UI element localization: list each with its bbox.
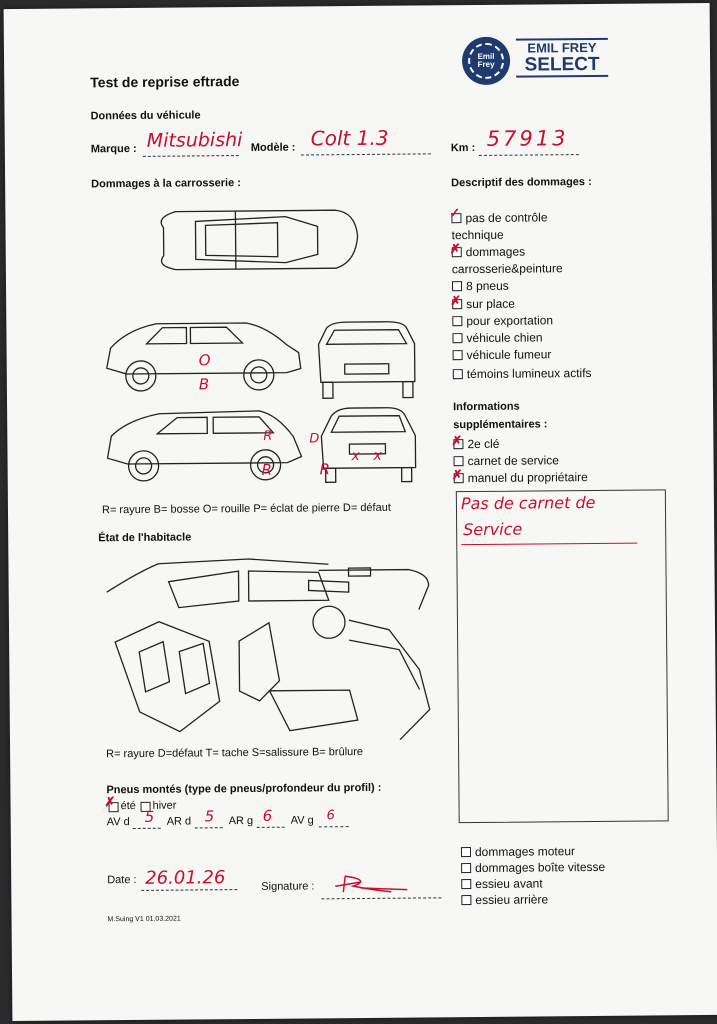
signature-label: Signature :	[261, 880, 315, 893]
notes-text-line1: Pas de carnet de	[460, 492, 596, 514]
cross-mark-icon: ✗	[104, 794, 116, 810]
make-value: Mitsubishi	[146, 129, 243, 152]
damage-mark: R	[263, 428, 273, 444]
damage-mark: D	[309, 431, 320, 447]
model-value: Colt 1.3	[310, 125, 389, 151]
damage-mark: x	[351, 448, 360, 465]
extra-info-title: Informations	[453, 400, 520, 414]
cross-mark-icon: ✗	[451, 467, 463, 483]
interior-title: État de l'habitacle	[98, 531, 192, 545]
tire-depth-front-left: 6	[326, 808, 335, 824]
form-version: M.Suing V1 01.03.2021	[107, 915, 181, 924]
cross-mark-icon: ✗	[450, 293, 462, 309]
front-axle-checkbox[interactable]	[461, 879, 471, 889]
damage-description-title: Descriptif des dommages :	[451, 175, 592, 190]
warning-lights-checkbox[interactable]	[453, 369, 463, 379]
notes-text-line2: Service	[463, 519, 523, 540]
car-top-view	[161, 210, 358, 270]
car-rear-view	[321, 408, 416, 483]
damage-mark: B	[198, 375, 210, 394]
tires-title: Pneus montés (type de pneus/profondeur du profil) :	[106, 781, 382, 797]
km-label: Km :	[450, 141, 476, 155]
emil-frey-select-logo: EMIL FREY SELECT	[516, 38, 608, 78]
model-label: Modèle :	[250, 141, 296, 154]
handwritten-signature	[331, 872, 411, 897]
engine-damage-checkbox[interactable]	[461, 847, 471, 857]
km-value: 57913	[486, 126, 569, 151]
damage-mark: O	[198, 351, 211, 370]
vehicle-section-title: Données du véhicule	[90, 109, 201, 123]
tire-depth-rear-right: 5	[204, 807, 215, 826]
tire-depth-rear-left: 6	[262, 806, 273, 825]
damage-mark: x	[373, 447, 382, 464]
car-side-view-left	[107, 411, 302, 482]
eight-tires-checkbox[interactable]	[452, 281, 462, 291]
make-label: Marque :	[90, 142, 137, 156]
cross-mark-icon: ✗	[449, 241, 461, 257]
service-book-checkbox[interactable]	[454, 456, 464, 466]
form-title: Test de reprise eftrade	[90, 73, 240, 91]
damage-mark: R	[261, 460, 273, 479]
car-body-diagram	[85, 195, 448, 498]
body-damage-title: Dommages à la carrosserie :	[91, 177, 241, 191]
rear-axle-checkbox[interactable]	[461, 895, 471, 905]
body-damage-legend: R= rayure B= bosse O= rouille P= éclat de pierre D= défaut	[101, 501, 391, 517]
date-value: 26.01.26	[145, 867, 226, 889]
smoker-vehicle-checkbox[interactable]	[453, 350, 463, 360]
emil-frey-badge-logo: Emil Frey	[462, 37, 510, 85]
checkmark-icon: ✓	[449, 205, 461, 221]
inspection-form-sheet: Test de reprise eftrade Emil Frey EMIL FREY SELECT Données du véhicule Marque : Mitsubishi Modèle : Colt 1.3 Km : 57913 Dommages à la carrosserie : O B R R D R x x R= rayure B= bosse O= rouille P= éclat de pierre D= défaut Descriptif des dommages : ✓ pas de contrôle technique ✗ dommages carrosserie&peinture 8 pneus ✗ sur place pour exportation véhicule chien véhicule fumeur témoins lumineux actifs Informations supplémentaires : ✗ 2e clé carnet de service ✗ manuel du propriétaire Pas de carnet de Service État de l'habitacle R= rayure D=défaut T= tache S=salissure B= brûlure Pneus montés (type de pneus/profondeur du profil) : ✗ été hiver AV d 5 AR d 5 AR g 6 AV g 6 dommages moteur dommages boîte vitesse essieu avant essieu arrière Date : 26.01.26 Signature : M.Suing V1 01.03.2021	[4, 3, 717, 1021]
cross-mark-icon: ✗	[451, 433, 463, 449]
export-checkbox[interactable]	[452, 316, 462, 326]
tire-depth-front-right: 5	[144, 807, 155, 826]
interior-legend: R= rayure D=défaut T= tache S=salissure B= brûlure	[106, 745, 364, 761]
car-interior-diagram	[98, 549, 440, 747]
damage-mark: R	[319, 460, 331, 479]
dog-vehicle-checkbox[interactable]	[452, 333, 462, 343]
notes-box[interactable]	[456, 489, 669, 823]
date-label: Date :	[107, 873, 137, 887]
car-front-view	[318, 322, 415, 399]
gearbox-damage-checkbox[interactable]	[461, 863, 471, 873]
